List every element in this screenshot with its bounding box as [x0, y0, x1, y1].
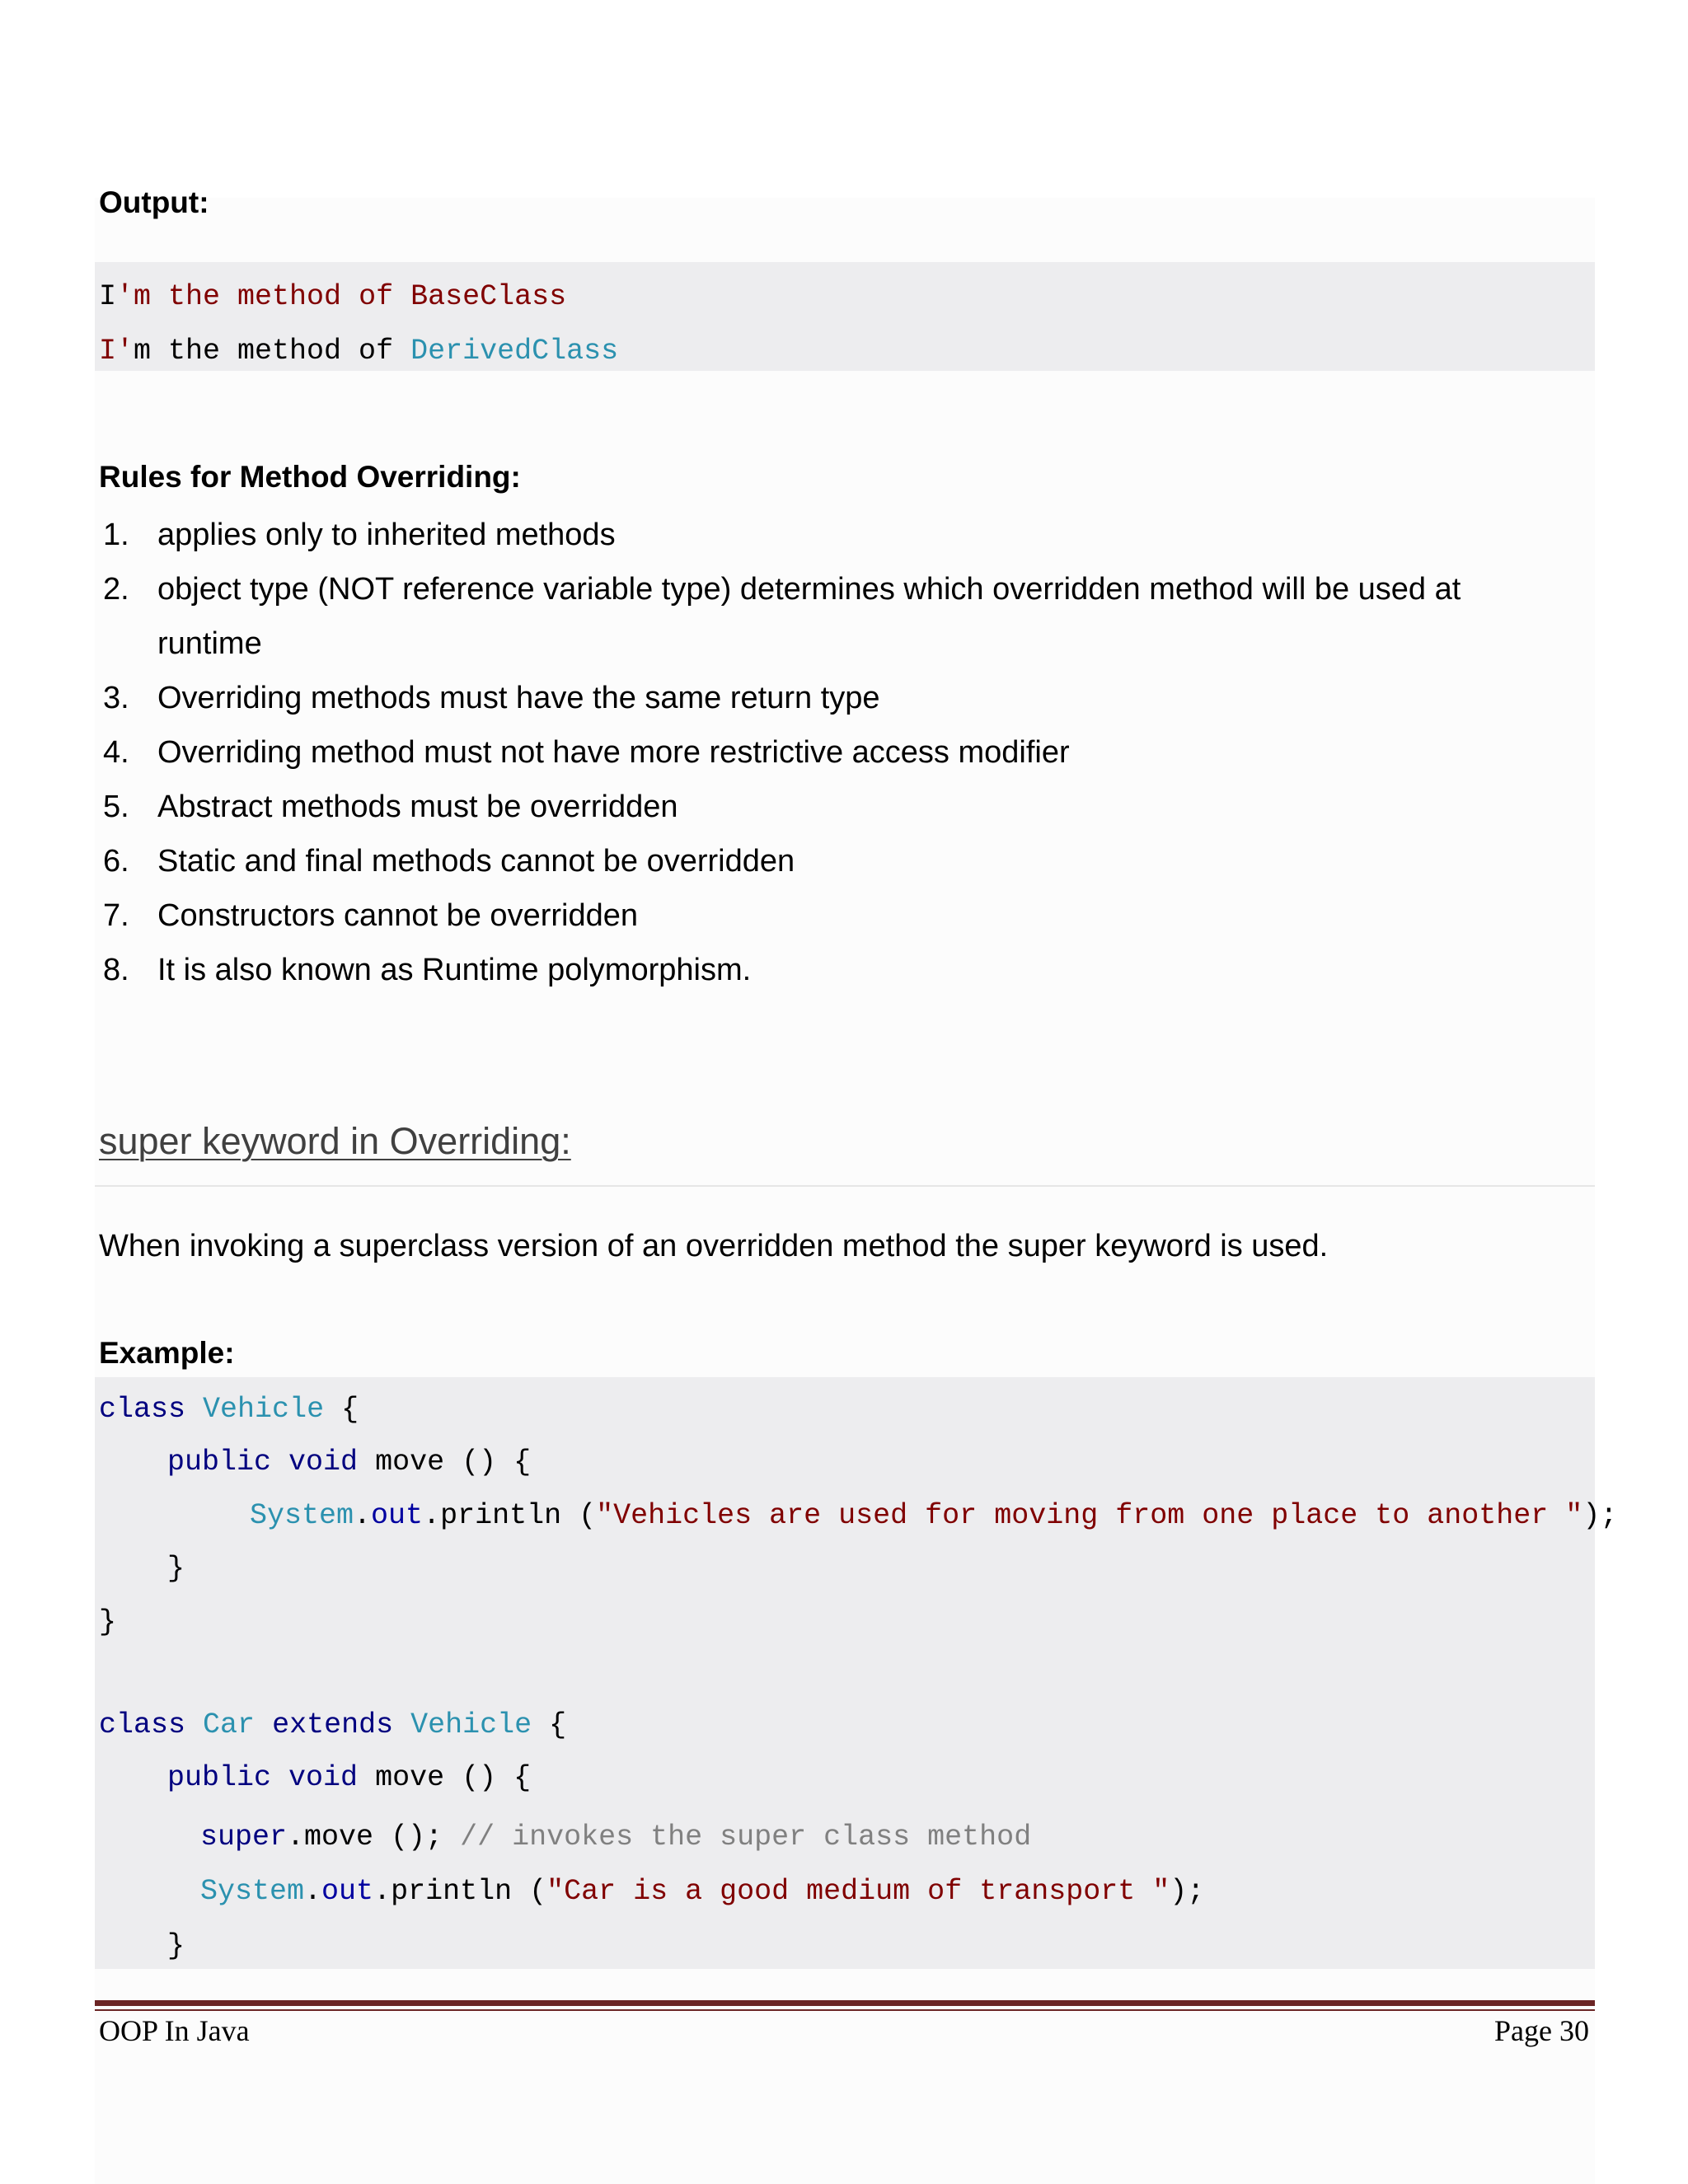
list-item: 3. Overriding methods must have the same return type	[103, 681, 880, 715]
list-item: 5. Abstract methods must be overridden	[103, 790, 678, 824]
footer-title: OOP In Java	[99, 2014, 250, 2047]
rules-heading: Rules for Method Overriding:	[99, 460, 521, 494]
output-line-1: I'm the method of BaseClass	[99, 280, 567, 313]
list-item: 1. applies only to inherited methods	[103, 518, 616, 552]
code-line: System.out.println ("Vehicles are used for moving from one place to another ");	[250, 1499, 1618, 1532]
footer-rule	[95, 2000, 1595, 2006]
code-line: }	[99, 1605, 117, 1638]
section-divider	[95, 1185, 1595, 1187]
section-title: super keyword in Overriding:	[99, 1120, 571, 1162]
list-item: 4. Overriding method must not have more restrictive access modifier	[103, 735, 1070, 770]
list-item: 2. object type (NOT reference variable type) determines which overridden method will be used at runtime	[103, 572, 1461, 661]
output-block	[95, 262, 1595, 371]
list-item: 6. Static and final methods cannot be overridden	[103, 844, 795, 879]
code-line: public void move () {	[167, 1761, 532, 1794]
code-line: class Car extends Vehicle {	[99, 1708, 567, 1741]
code-line: class Vehicle {	[99, 1393, 359, 1426]
output-line-2: I'm the method of DerivedClass	[99, 335, 619, 368]
code-line: System.out.println ("Car is a good medium of transport ");	[200, 1875, 1205, 1908]
code-line: }	[167, 1552, 185, 1585]
example-heading: Example:	[99, 1336, 235, 1370]
list-item: 7. Constructors cannot be overridden	[103, 898, 638, 933]
section-description: When invoking a superclass version of an overridden method the super keyword is used.	[99, 1229, 1329, 1263]
rules-list	[99, 508, 1582, 997]
code-example	[95, 1377, 1618, 1969]
code-line: public void move () {	[167, 1446, 532, 1479]
output-heading: Output:	[99, 185, 209, 219]
code-line: super.move (); // invokes the super class method	[200, 1821, 1032, 1854]
code-line: }	[167, 1929, 185, 1962]
list-item: 8. It is also known as Runtime polymorphism.	[103, 953, 752, 987]
page-number: Page 30	[1494, 2014, 1589, 2047]
footer-rule-thin	[95, 2009, 1595, 2011]
